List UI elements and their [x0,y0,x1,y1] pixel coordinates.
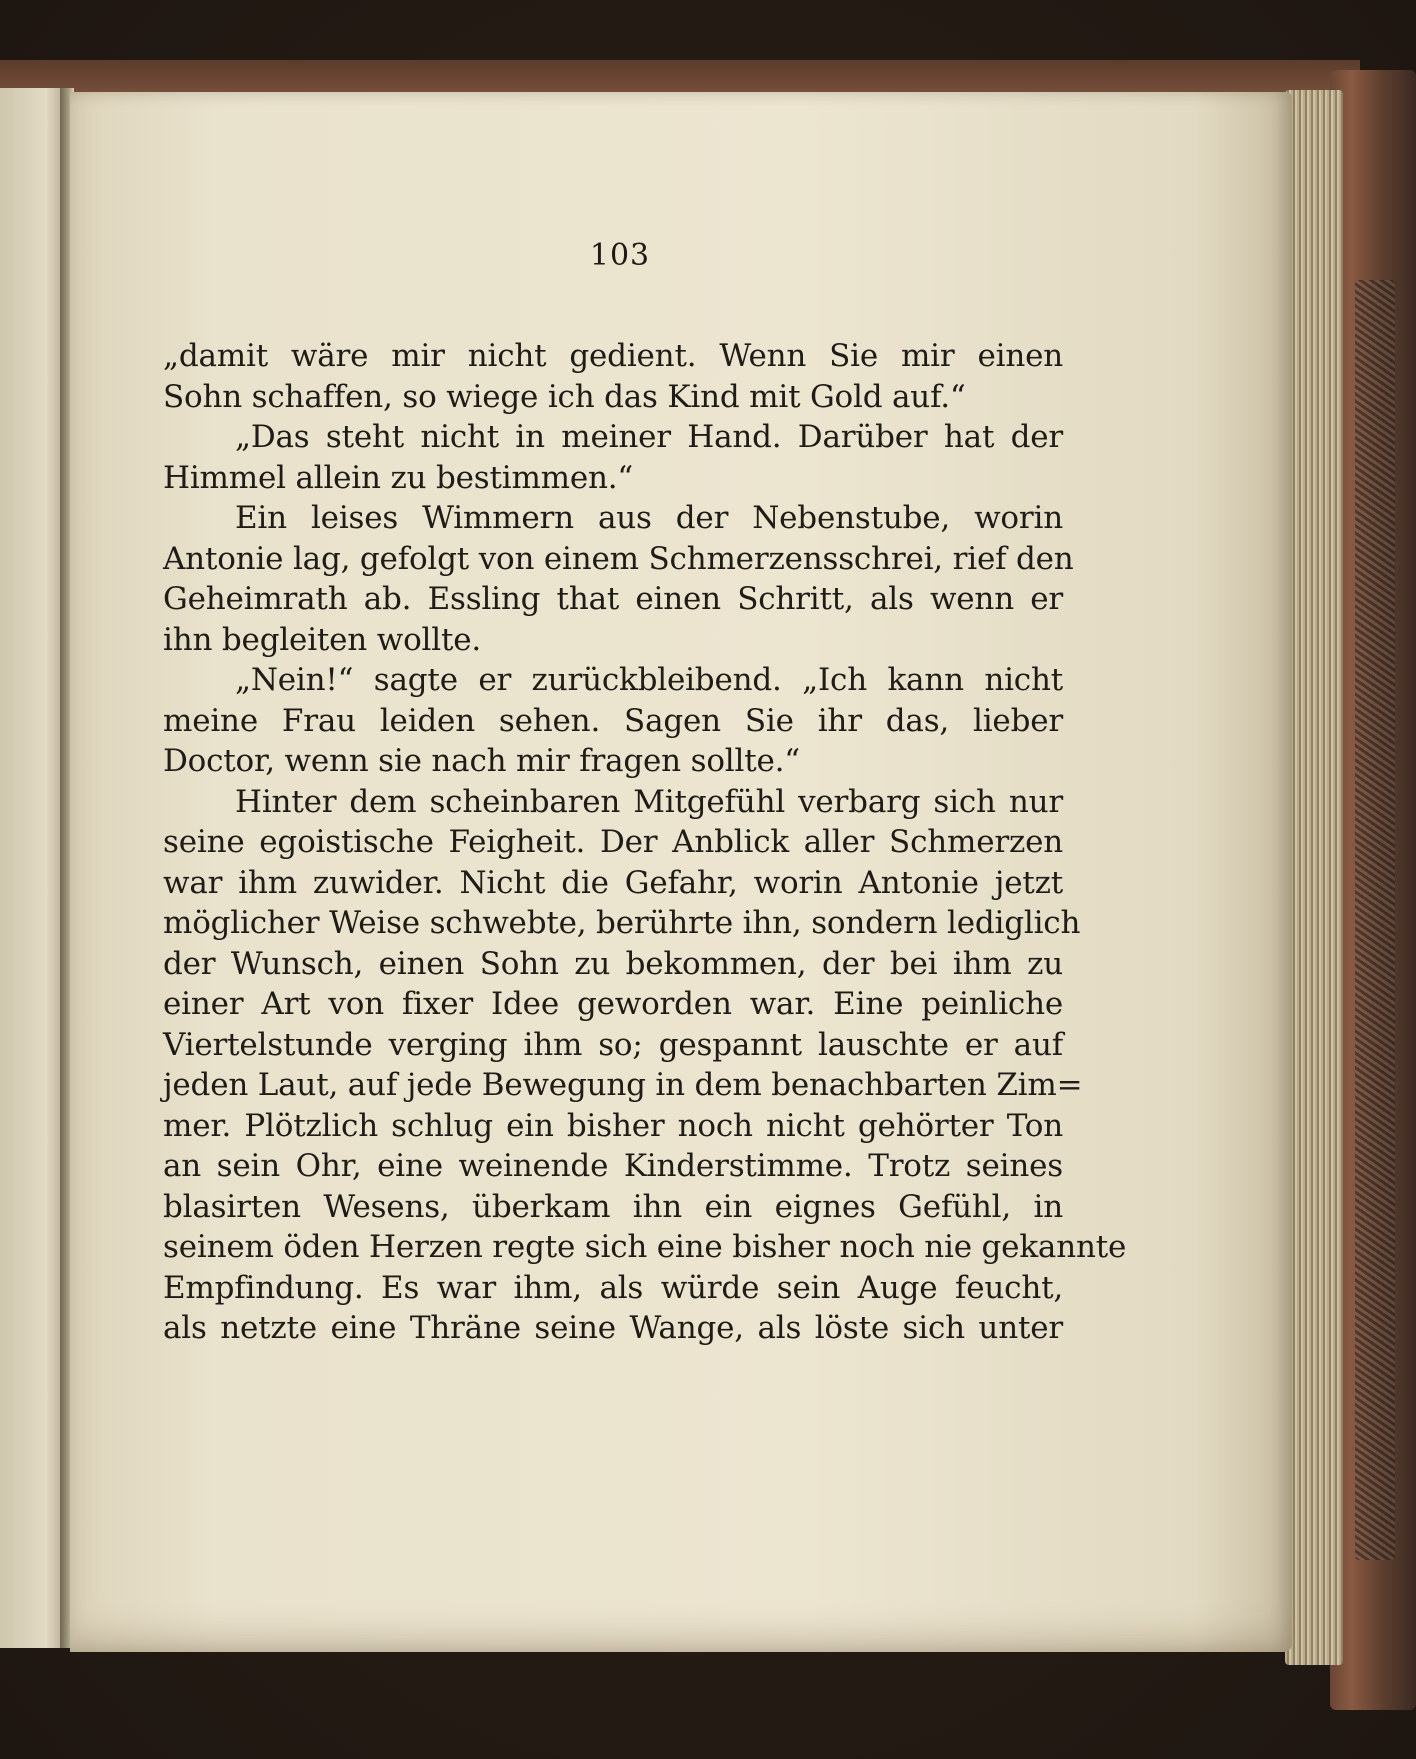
text-line: Hinter dem scheinbaren Mitgefühl verbarg sich nur [235,783,1063,820]
page-edges [1285,90,1343,1665]
text-line: mer. Plötzlich schlug ein bisher noch nicht gehörter Ton [163,1107,1063,1144]
text-line: als netzte eine Thräne seine Wange, als löste sich unter [163,1310,1063,1346]
text-line: Himmel allein zu bestimmen.“ [163,459,634,496]
text-line: seine egoistische Feigheit. Der Anblick aller Schmerzen [163,824,1063,860]
text-line: Empfindung. Es war ihm, als würde sein Auge feucht, [163,1269,1063,1306]
text-line: jeden Laut, auf jede Bewegung in dem benachbarten Zim= [163,1067,1083,1103]
page-text [163,336,1127,1349]
page-number: 103 [589,238,651,273]
text-line: einer Art von fixer Idee geworden war. Eine peinliche [163,986,1063,1022]
text-line: der Wunsch, einen Sohn zu bekommen, der bei ihm zu [163,945,1063,982]
text-line: an sein Ohr, eine weinende Kinderstimme. Trotz seines [163,1148,1063,1184]
text-line: blasirten Wesens, überkam ihn ein eignes Gefühl, in [163,1188,1063,1225]
text-line: meine Frau leiden sehen. Sagen Sie ihr das, lieber [163,702,1063,739]
text-line: Geheimrath ab. Essling that einen Schritt, als wenn er [163,581,1063,617]
text-line: ihn begleiten wollte. [163,621,482,658]
text-line: „Nein!“ sagte er zurückbleibend. „Ich kann nicht [235,662,1063,698]
cover-texture [1355,280,1395,1560]
text-line: Doctor, wenn sie nach mir fragen sollte.“ [163,743,800,779]
text-line: möglicher Weise schwebte, berührte ihn, sondern lediglich [163,905,1081,941]
text-line: war ihm zuwider. Nicht die Gefahr, worin Antonie jetzt [163,864,1063,901]
text-line: Sohn schaffen, so wiege ich das Kind mit Gold auf.“ [163,378,966,415]
text-line: Ein leises Wimmern aus der Nebenstube, worin [235,500,1063,536]
text-line: Viertelstunde verging ihm so; gespannt lauschte er auf [163,1026,1063,1063]
text-line: „damit wäre mir nicht gedient. Wenn Sie mir einen [163,338,1063,374]
text-line: seinem öden Herzen regte sich eine bisher noch nie gekannte [163,1229,1127,1265]
text-line: „Das steht nicht in meiner Hand. Darüber hat der [235,419,1063,455]
text-line: Antonie lag, gefolgt von einem Schmerzensschrei, rief den [163,540,1074,577]
left-page-edge [0,88,66,1648]
